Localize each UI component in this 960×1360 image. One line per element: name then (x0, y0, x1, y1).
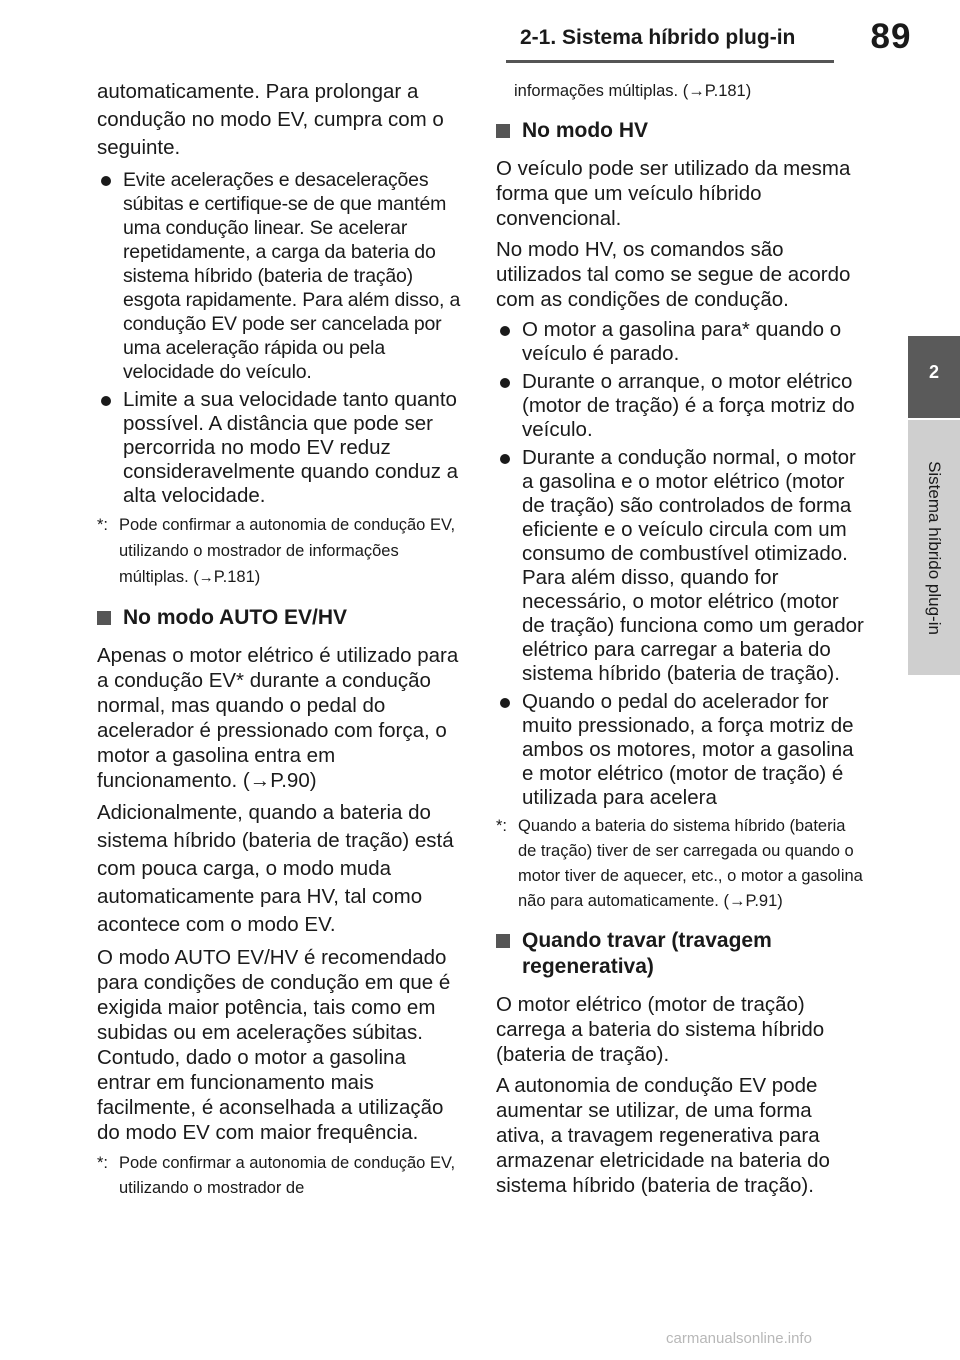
bullet-icon (500, 698, 510, 708)
chapter-tab-label: Sistema híbrido plug-in (925, 461, 944, 635)
intro-paragraph: automaticamente. Para prolongar a condução no modo EV, cumpra com o seguinte. (97, 80, 444, 159)
section-title: 2-1. Sistema híbrido plug-in (520, 26, 796, 49)
list-item (496, 318, 864, 366)
paragraph: O veículo pode ser utilizado da mesma forma que um veículo híbrido convencional. (496, 157, 851, 230)
footnote (496, 814, 864, 914)
section-heading (496, 118, 864, 144)
paragraph: Adicionalmente, quando a bateria do sistema híbrido (bateria de tração) está com pouca carga, o modo muda automaticamente para HV, tal como acontece com o modo EV. (97, 801, 454, 936)
list-item-text: Evite acelerações e desacelerações súbitas e certifique-se de que mantém uma condução linear. Se acelerar repetidamente, a carga da bateria do sistema híbrido (bateria de tração) esgota rapidamente. Para além disso, a condução EV pode ser cancelada por uma aceleração rápida ou pela velocidade do veículo. (123, 169, 461, 383)
paragraph: No modo HV, os comandos são utilizados tal como se segue de acordo com as condições de condução. (496, 238, 851, 311)
square-bullet-icon (97, 611, 111, 625)
header-divider (506, 60, 834, 63)
list-item-text: Quando o pedal do acelerador for muito pressionado, a força motriz de ambos os motores, motor a gasolina e motor elétrico (motor de tração) é utilizada para acelera (522, 690, 854, 809)
footnote-mark: *: (496, 817, 508, 835)
arrow-icon: → (198, 569, 214, 586)
footnote-text: informações múltiplas. (→P.181) (514, 82, 752, 100)
footnote-text: Pode confirmar a autonomia de condução EV, utilizando o mostrador de informações múltiplas. ( (119, 516, 456, 586)
list-item (97, 168, 465, 384)
list-item (496, 690, 864, 810)
bullet-icon (500, 378, 510, 388)
list-item-text: O motor a gasolina para* quando o veículo é parado. (522, 318, 842, 365)
list-item (97, 388, 465, 508)
bullet-icon (500, 454, 510, 464)
square-bullet-icon (496, 124, 510, 138)
footnote-text: Pode confirmar a autonomia de condução EV, utilizando o mostrador de (119, 1154, 456, 1197)
paragraph: O modo AUTO EV/HV é recomendado para condições de condução em que é exigida maior potência, tais como em subidas ou em acelerações súbitas. Contudo, dado o motor a gasolina entrar em funcionamento mais facilmente, é aconselhada a utilização do modo EV com maior frequência. (97, 946, 451, 1144)
left-column (97, 78, 465, 1211)
paragraph: Apenas o motor elétrico é utilizado para a condução EV* durante a condução normal, mas quando o pedal do acelerador é pressionado com força, o motor a gasolina entra em funcionamento. (→P.90) (97, 644, 459, 792)
bullet-icon (500, 326, 510, 336)
section-heading (496, 928, 864, 980)
page-number: 89 (870, 17, 912, 56)
list-item-text: Limite a sua velocidade tanto quanto possível. A distância que pode ser percorrida no modo EV reduz consideravelmente quando conduz a alta velocidade. (123, 388, 459, 507)
list-item (496, 370, 864, 442)
list-item-text: Durante a condução normal, o motor a gasolina e o motor elétrico (motor de tração) são controlados de forma eficiente e o veículo circula com um consumo de combustível otimizado. Para além disso, quando for necessário, o motor elétrico (motor de tração) funciona como um gerador elétrico para carregar a bateria do sistema híbrido (bateria de tração). (522, 446, 864, 685)
heading-text: Quando travar (travagem regenerativa) (522, 929, 772, 978)
chapter-tab-number: 2 (928, 362, 939, 382)
bullet-icon (101, 176, 111, 186)
paragraph: O motor elétrico (motor de tração) carrega a bateria do sistema híbrido (bateria de tração). (496, 993, 825, 1066)
heading-text: No modo HV (522, 119, 648, 142)
footnote-continued (496, 78, 864, 104)
footnote-text: Quando a bateria do sistema híbrido (bateria de tração) tiver de ser carregada ou quando o motor tiver de aquecer, etc., o motor a gasolina não para automaticamente. (→P.91) (518, 817, 863, 910)
heading-text: No modo AUTO EV/HV (123, 606, 348, 629)
footnote (97, 1151, 465, 1201)
list-item-text: Durante o arranque, o motor elétrico (motor de tração) é a força motriz do veículo. (522, 370, 855, 441)
page-reference-link[interactable]: P.181) (213, 568, 261, 586)
footnote (97, 512, 465, 591)
bullet-icon (101, 396, 111, 406)
page-header (0, 0, 960, 67)
paragraph: A autonomia de condução EV pode aumentar se utilizar, de uma forma ativa, a travagem regenerativa para armazenar eletricidade na bateria do sistema híbrido (bateria de tração). (496, 1074, 830, 1197)
watermark: carmanualsonline.info (666, 1330, 812, 1347)
section-heading (97, 605, 465, 631)
square-bullet-icon (496, 934, 510, 948)
footnote-mark: *: (97, 1154, 109, 1172)
footnote-mark: *: (97, 516, 109, 534)
list-item (496, 446, 864, 686)
right-column (496, 78, 864, 1204)
